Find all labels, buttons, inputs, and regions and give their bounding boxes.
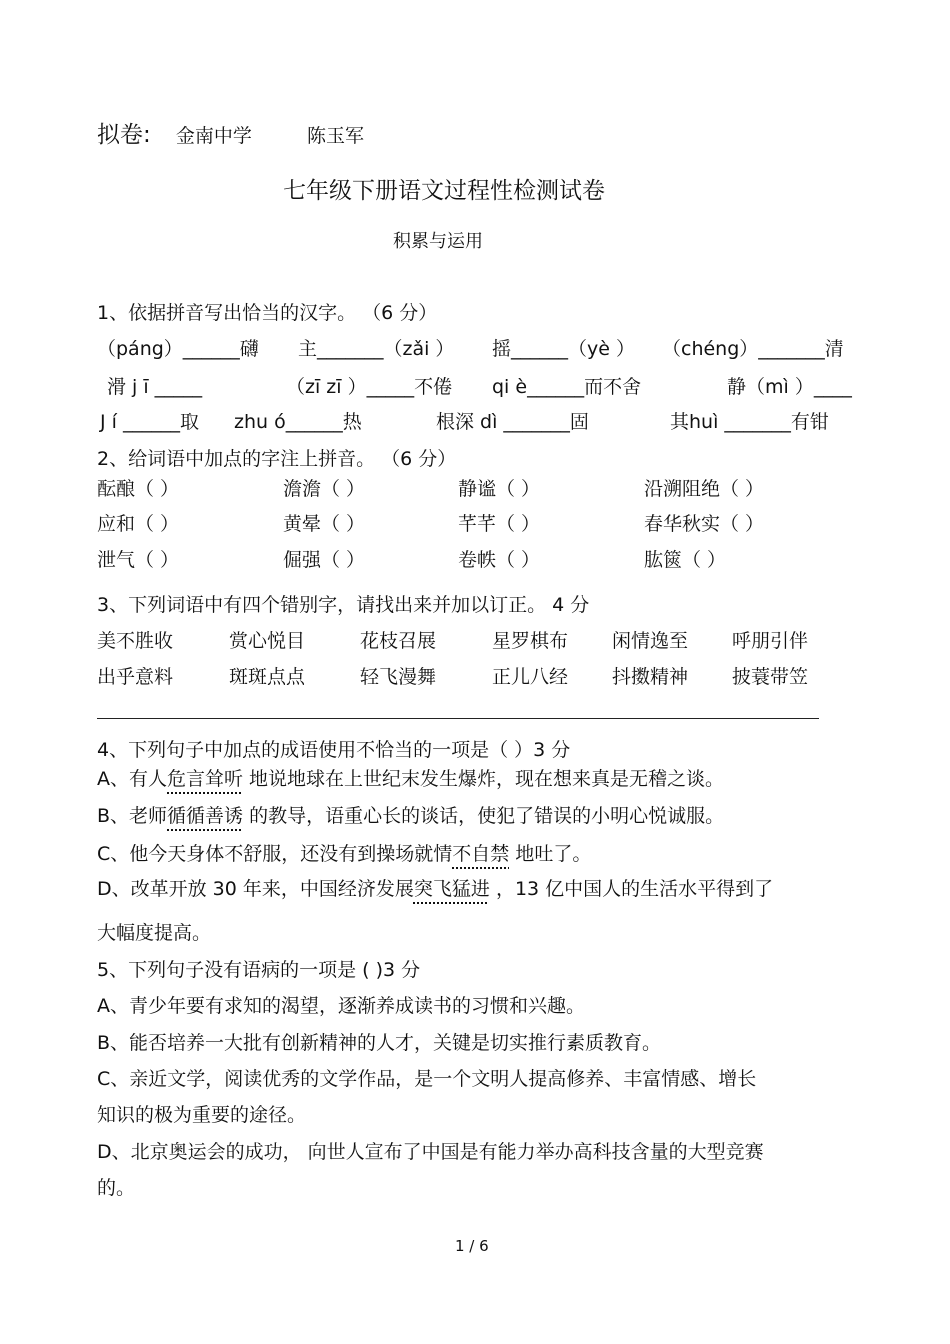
q2-item: 澹澹（ ） bbox=[283, 478, 366, 500]
q1-item: 主_______（zǎi ） bbox=[298, 338, 455, 360]
q2-item: 静谧（ ） bbox=[458, 478, 541, 500]
q1-item: qi è______而不舍 bbox=[492, 376, 642, 398]
q3-word: 出乎意料 bbox=[97, 666, 174, 688]
q4-option-b-pre: B、老师 bbox=[97, 805, 168, 827]
q1-heading: 1、依据拼音写出恰当的汉字。 （6 分） bbox=[97, 302, 438, 324]
q1-item: 根深 dì _______固 bbox=[436, 411, 589, 433]
q2-item: 肱篋（ ） bbox=[644, 549, 727, 571]
q3-word: 闲情逸至 bbox=[612, 630, 689, 652]
q5-option-b: B、能否培养一大批有创新精神的人才，关键是切实推行素质教育。 bbox=[97, 1032, 662, 1054]
page-number: 1 / 6 bbox=[455, 1237, 489, 1255]
q3-word: 抖擞精神 bbox=[612, 666, 689, 688]
q1-item: （páng）______礴 bbox=[97, 338, 259, 360]
q4-option-d-pre: D、改革开放 30 年来，中国经济发展 bbox=[97, 878, 414, 900]
q4-option-d-post: ，13 亿中国人的生活水平得到了 bbox=[489, 878, 774, 900]
q3-word: 披蓑带笠 bbox=[732, 666, 809, 688]
header bbox=[97, 116, 364, 149]
q2-item: 泄气（ ） bbox=[97, 549, 180, 571]
q4-option-d-cont: 大幅度提高。 bbox=[97, 922, 212, 944]
author-name: 陈玉军 bbox=[306, 125, 364, 147]
q3-word: 赏心悦目 bbox=[229, 630, 306, 652]
q4-option-b bbox=[97, 801, 724, 828]
q1-item: zhu ó______热 bbox=[234, 411, 362, 433]
q5-option-d-cont: 的。 bbox=[97, 1177, 136, 1199]
q3-word: 轻飞漫舞 bbox=[360, 666, 437, 688]
q5-option-c: C、亲近文学，阅读优秀的文学作品，是一个文明人提高修养、丰富情感、增长 bbox=[97, 1068, 757, 1090]
q4-option-c-idiom: 不自禁 bbox=[452, 843, 510, 865]
q2-heading: 2、给词语中加点的字注上拼音。 （6 分） bbox=[97, 448, 457, 470]
q5-option-c-cont: 知识的极为重要的途径。 bbox=[97, 1104, 307, 1126]
q5-heading: 5、下列句子没有语病的一项是 ( )3 分 bbox=[97, 959, 421, 981]
q2-item: 应和（ ） bbox=[97, 513, 180, 535]
q2-item: 倔强（ ） bbox=[283, 549, 366, 571]
header-label: 拟卷: bbox=[97, 122, 151, 148]
q3-word: 美不胜收 bbox=[97, 630, 174, 652]
q2-item: 酝酿（ ） bbox=[97, 478, 180, 500]
page-title: 七年级下册语文过程性检测试卷 bbox=[283, 178, 605, 204]
q4-option-b-post: 的教导，语重心长的谈话，使犯了错误的小明心悦诚服。 bbox=[243, 805, 725, 827]
q1-item: （chéng）_______清 bbox=[662, 338, 844, 360]
q4-option-d-idiom: 突飞猛进 bbox=[413, 878, 490, 900]
q3-word: 斑斑点点 bbox=[229, 666, 306, 688]
q2-item: 黄晕（ ） bbox=[283, 513, 366, 535]
q4-option-a-post: 地说地球在上世纪末发生爆炸，现在想来真是无稽之谈。 bbox=[243, 768, 725, 790]
q3-heading: 3、下列词语中有四个错别字，请找出来并加以订正。 4 分 bbox=[97, 594, 590, 616]
page-subtitle: 积累与运用 bbox=[393, 231, 483, 252]
school-name: 金南中学 bbox=[175, 125, 252, 147]
q4-option-a bbox=[97, 764, 724, 791]
q4-option-d bbox=[97, 874, 773, 901]
q4-option-a-idiom: 危言耸听 bbox=[167, 768, 244, 790]
q3-word: 花枝召展 bbox=[360, 630, 437, 652]
q1-item: 摇______（yè ） bbox=[492, 338, 635, 360]
q4-option-b-idiom: 循循善诱 bbox=[167, 805, 244, 827]
q1-item: 静（mì ）____ bbox=[727, 376, 852, 398]
q4-option-a-pre: A、有人 bbox=[97, 768, 167, 790]
q5-option-a: A、青少年要有求知的渴望，逐渐养成读书的习惯和兴趣。 bbox=[97, 995, 585, 1017]
q3-word: 星罗棋布 bbox=[492, 630, 569, 652]
answer-line bbox=[97, 718, 819, 719]
q1-item: 其huì _______有钳 bbox=[670, 411, 829, 433]
q3-word: 正儿八经 bbox=[492, 666, 569, 688]
q2-item: 春华秋实（ ） bbox=[644, 513, 765, 535]
q4-option-c-post: 地吐了。 bbox=[509, 843, 592, 865]
q3-word: 呼朋引伴 bbox=[732, 630, 809, 652]
q4-option-c bbox=[97, 839, 591, 866]
q2-item: 卷帙（ ） bbox=[458, 549, 541, 571]
q2-item: 沿溯阻绝（ ） bbox=[644, 478, 765, 500]
q1-item: （zī zī ）_____不倦 bbox=[286, 376, 453, 398]
q1-item: 滑 j ī _____ bbox=[107, 376, 203, 398]
q4-heading: 4、下列句子中加点的成语使用不恰当的一项是（ ）3 分 bbox=[97, 739, 571, 761]
q2-item: 芊芊（ ） bbox=[458, 513, 541, 535]
q5-option-d: D、北京奥运会的成功， 向世人宣布了中国是有能力举办高科技含量的大型竞赛 bbox=[97, 1141, 764, 1163]
q4-option-c-pre: C、他今天身体不舒服，还没有到操场就情 bbox=[97, 843, 453, 865]
q1-item: J í ______取 bbox=[100, 411, 199, 433]
